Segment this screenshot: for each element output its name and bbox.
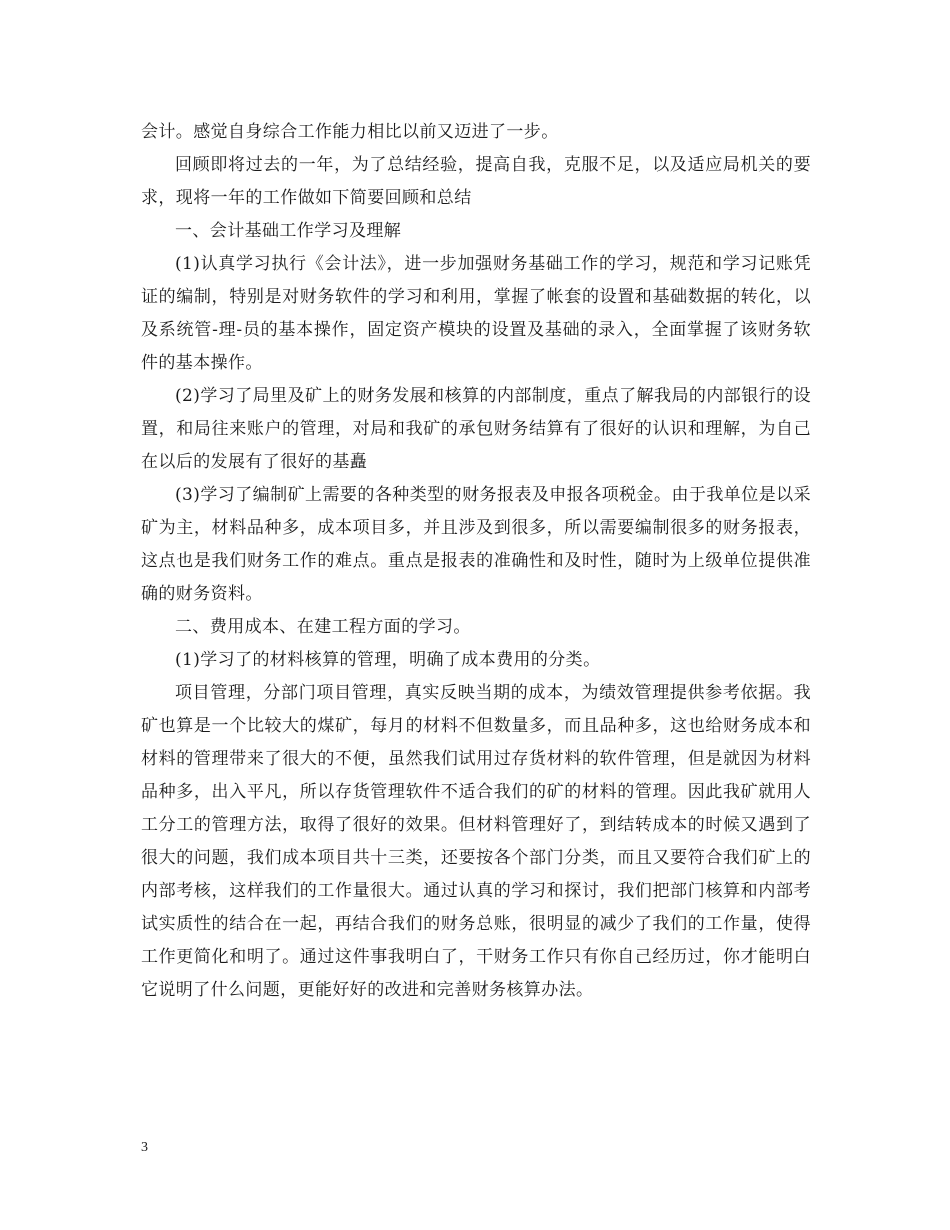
paragraph-7: 项目管理，分部门项目管理，真实反映当期的成本，为绩效管理提供参考依据。我矿也算是一个比较大的煤矿，每月的材料不但数量多，而且品种多，这也给财务成本和材料的管理带来了很大的不便，虽然我们试用过存货材料的软件管理，但是就因为材料品种多，出入平凡，所以存货管理软件不适合我们的矿的材料的管理。因此我矿就用人工分工的管理方法，取得了很好的效果。但材料管理好了，到结转成本的时候又遇到了很大的问题，我们成本项目共十三类，还要按各个部门分类，而且又要符合我们矿上的内部考核，这样我们的工作量很大。通过认真的学习和探讨，我们把部门核算和内部考试实质性的结合在一起，再结合我们的财务总账，很明显的减少了我们的工作量，使得工作更简化和明了。通过这件事我明白了，干财务工作只有你自己经历过，你才能明白它说明了什么问题，更能好好的改进和完善财务核算办法。	[141, 683, 811, 1000]
paragraph-5: (3)学习了编制矿上需要的各种类型的财务报表及申报各项税金。由于我单位是以采矿为主，材料品种多，成本项目多，并且涉及到很多，所以需要编制很多的财务报表，这点也是我们财务工作的难点。重点是报表的准确性和及时性，随时为上级单位提供准确的财务资料。	[141, 485, 811, 604]
page-number: 3	[141, 1140, 148, 1155]
paragraph-4: (2)学习了局里及矿上的财务发展和核算的内部制度，重点了解我局的内部银行的设置，和局往来账户的管理，对局和我矿的承包财务结算有了很好的认识和理解，为自己在以后的发展有了很好的基矗	[141, 386, 811, 472]
document-body	[141, 116, 811, 1007]
paragraph-2: 回顾即将过去的一年，为了总结经验，提高自我，克服不足，以及适应局机关的要求，现将一年的工作做如下简要回顾和总结	[141, 155, 811, 208]
section-heading-1: 一、会计基础工作学习及理解	[175, 221, 402, 241]
section-heading-2: 二、费用成本、在建工程方面的学习。	[175, 617, 471, 637]
paragraph-1: 会计。感觉自身综合工作能力相比以前又迈进了一步。	[141, 122, 559, 142]
paragraph-6: (1)学习了的材料核算的管理，明确了成本费用的分类。	[175, 650, 601, 670]
paragraph-3: (1)认真学习执行《会计法》，进一步加强财务基础工作的学习，规范和学习记账凭证的编制，特别是对财务软件的学习和利用，掌握了帐套的设置和基础数据的转化，以及系统管-理-员的基本操作，固定资产模块的设置及基础的录入，全面掌握了该财务软件的基本操作。	[141, 254, 811, 373]
